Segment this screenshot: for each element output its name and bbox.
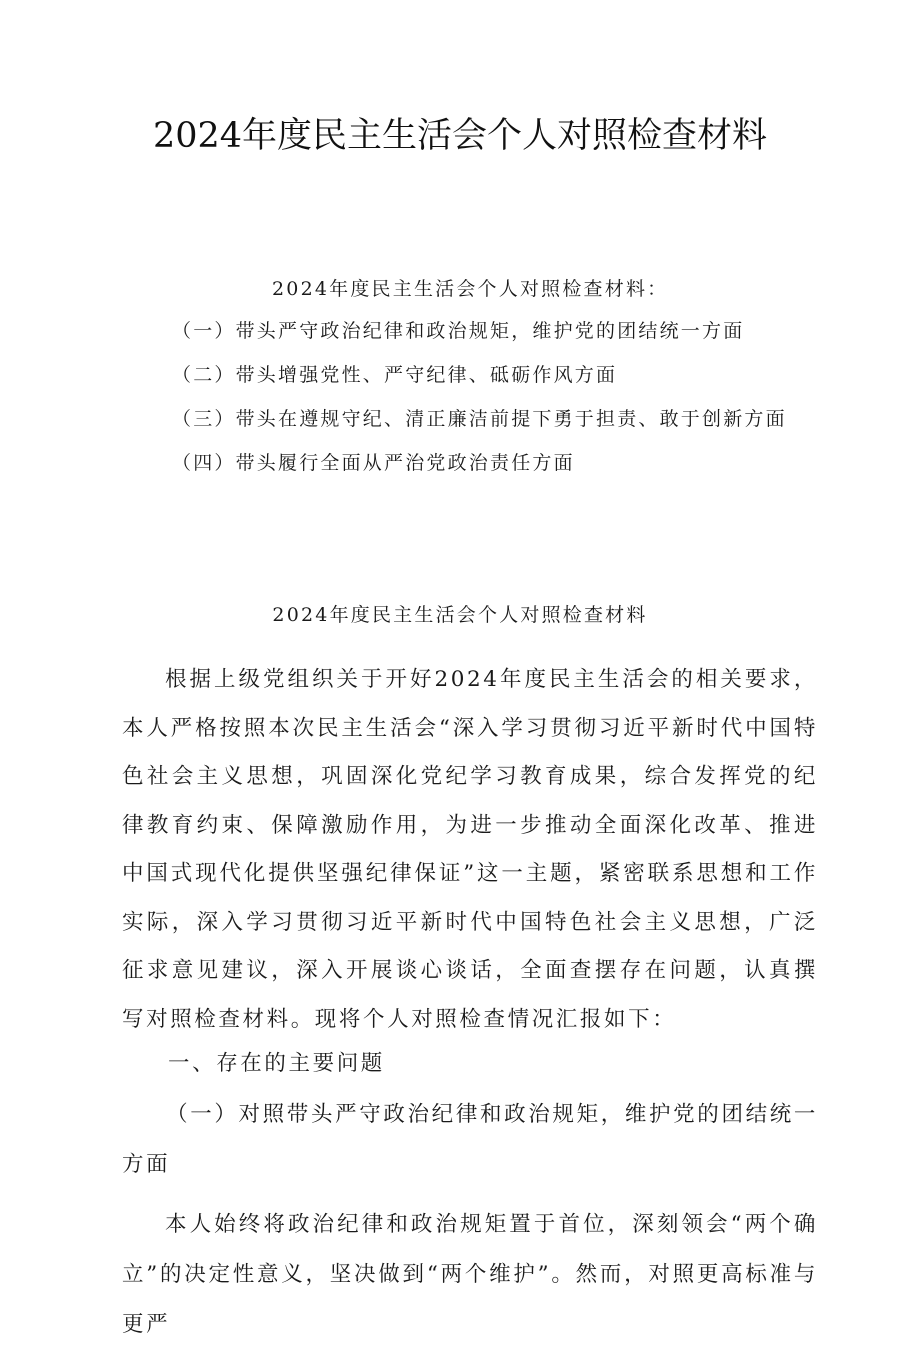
toc-item: （四）带头履行全面从严治党政治责任方面	[172, 452, 575, 474]
toc-item: （三）带头在遵规守纪、清正廉洁前提下勇于担责、敢于创新方面	[172, 408, 787, 430]
document-title: 2024年度民主生活会个人对照检查材料	[152, 116, 768, 156]
toc-heading: 2024年度民主生活会个人对照检查材料：	[272, 278, 669, 300]
section-paragraph: 本人始终将政治纪律和政治规矩置于首位，深刻领会“两个确立”的决定性意义，坚决做到“两个维护”。然而，对照更高标准与更严	[122, 1212, 818, 1337]
section-heading: 一、存在的主要问题	[168, 1051, 385, 1076]
section-title: 2024年度民主生活会个人对照检查材料	[272, 604, 648, 626]
toc-item: （二）带头增强党性、严守纪律、砥砺作风方面	[172, 364, 618, 386]
toc-item: （一）带头严守政治纪律和政治规矩，维护党的团结统一方面	[172, 320, 745, 342]
subsection-heading: （一）对照带头严守政治纪律和政治规矩，维护党的团结统一方面	[122, 1102, 818, 1177]
intro-paragraph: 根据上级党组织关于开好2024年度民主生活会的相关要求，本人严格按照本次民主生活会“深入学习贯彻习近平新时代中国特色社会主义思想，巩固深化党纪学习教育成果，综合发挥党的纪律教育约束、保障激励作用，为进一步推动全面深化改革、推进中国式现代化提供坚强纪律保证”这一主题，紧密联系思想和工作实际，深入学习贯彻习近平新时代中国特色社会主义思想，广泛征求意见建议，深入开展谈心谈话，全面查摆存在问题，认真撰写对照检查材料。现将个人对照检查情况汇报如下：	[122, 667, 818, 1032]
